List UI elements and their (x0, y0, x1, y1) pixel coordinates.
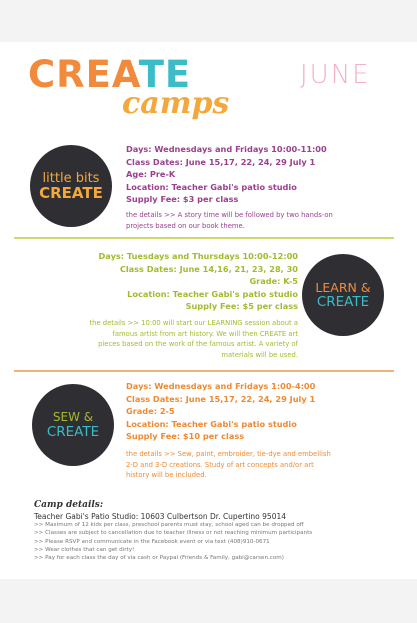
flyer-title: CREATE (28, 53, 192, 96)
note-item: >> Pay for each class the day of via cash or Paypal (Friends & Family, gabi@carsen.com) (34, 555, 284, 562)
flyer-subtitle: camps (122, 86, 230, 121)
month-label: JUNE (300, 60, 371, 90)
note-item: >> Classes are subject to cancellation due to teacher illness or not reaching minimum participants (34, 530, 313, 537)
camp-info-sew-create: Days: Wednesdays and Fridays 1:00-4:00 Class Dates: June 15,17, 22, 24, 29 July 1 Grade: 2-5 Location: Teacher Gabi's patio studio Supply Fee: $10 per class (126, 381, 316, 441)
section-divider (14, 370, 394, 372)
note-item: >> Wear clothes that can get dirty! (34, 546, 135, 553)
camp-details-sew-create: the details >> Sew, paint, embroider, tie-dye and embellish 2-D and 3-D creations. Study of art concepts and/or art history will be included. (126, 450, 331, 479)
camp-details-title: Camp details: (34, 500, 104, 510)
camp-details-learn-create: the details >> 10:00 will start our LEARNING session about a famous artist from art history. We will then CREATE art pieces based on the work of the famous artist. A variety of materials will be used. (89, 319, 298, 359)
note-item: >> Maximum of 12 kids per class, preschool parents must stay, school aged can be dropped off (34, 522, 304, 528)
little-bits-create-badge: little bits CREATE (30, 145, 112, 227)
sew-create-badge: SEW & CREATE (32, 384, 114, 466)
camp-info-learn-create: Days: Tuesdays and Thursdays 10:00-12:00 Class Dates: June 14,16, 21, 23, 28, 30 Grade: K-5 Location: Teacher Gabi's patio studio Supply Fee: $5 per class (98, 251, 298, 311)
camp-details-list (34, 512, 312, 562)
camp-details-little-bits: the details >> A story time will be followed by two hands-on projects based on our book theme. (126, 211, 333, 230)
learn-create-badge: LEARN & CREATE (302, 254, 384, 336)
studio-address: Teacher Gabi's Patio Studio: 10603 Culbertson Dr. Cupertino 95014 (34, 512, 287, 521)
camp-info-little-bits: Days: Wednesdays and Fridays 10:00-11:00 Class Dates: June 15,17, 22, 24, 29 July 1 Age: Pre-K Location: Teacher Gabi's patio studio Supply Fee: $3 per class (126, 144, 327, 204)
section-divider (14, 237, 394, 239)
note-item: >> Please RSVP and communicate in the Facebook event or via text (408)910-0671 (34, 538, 270, 545)
